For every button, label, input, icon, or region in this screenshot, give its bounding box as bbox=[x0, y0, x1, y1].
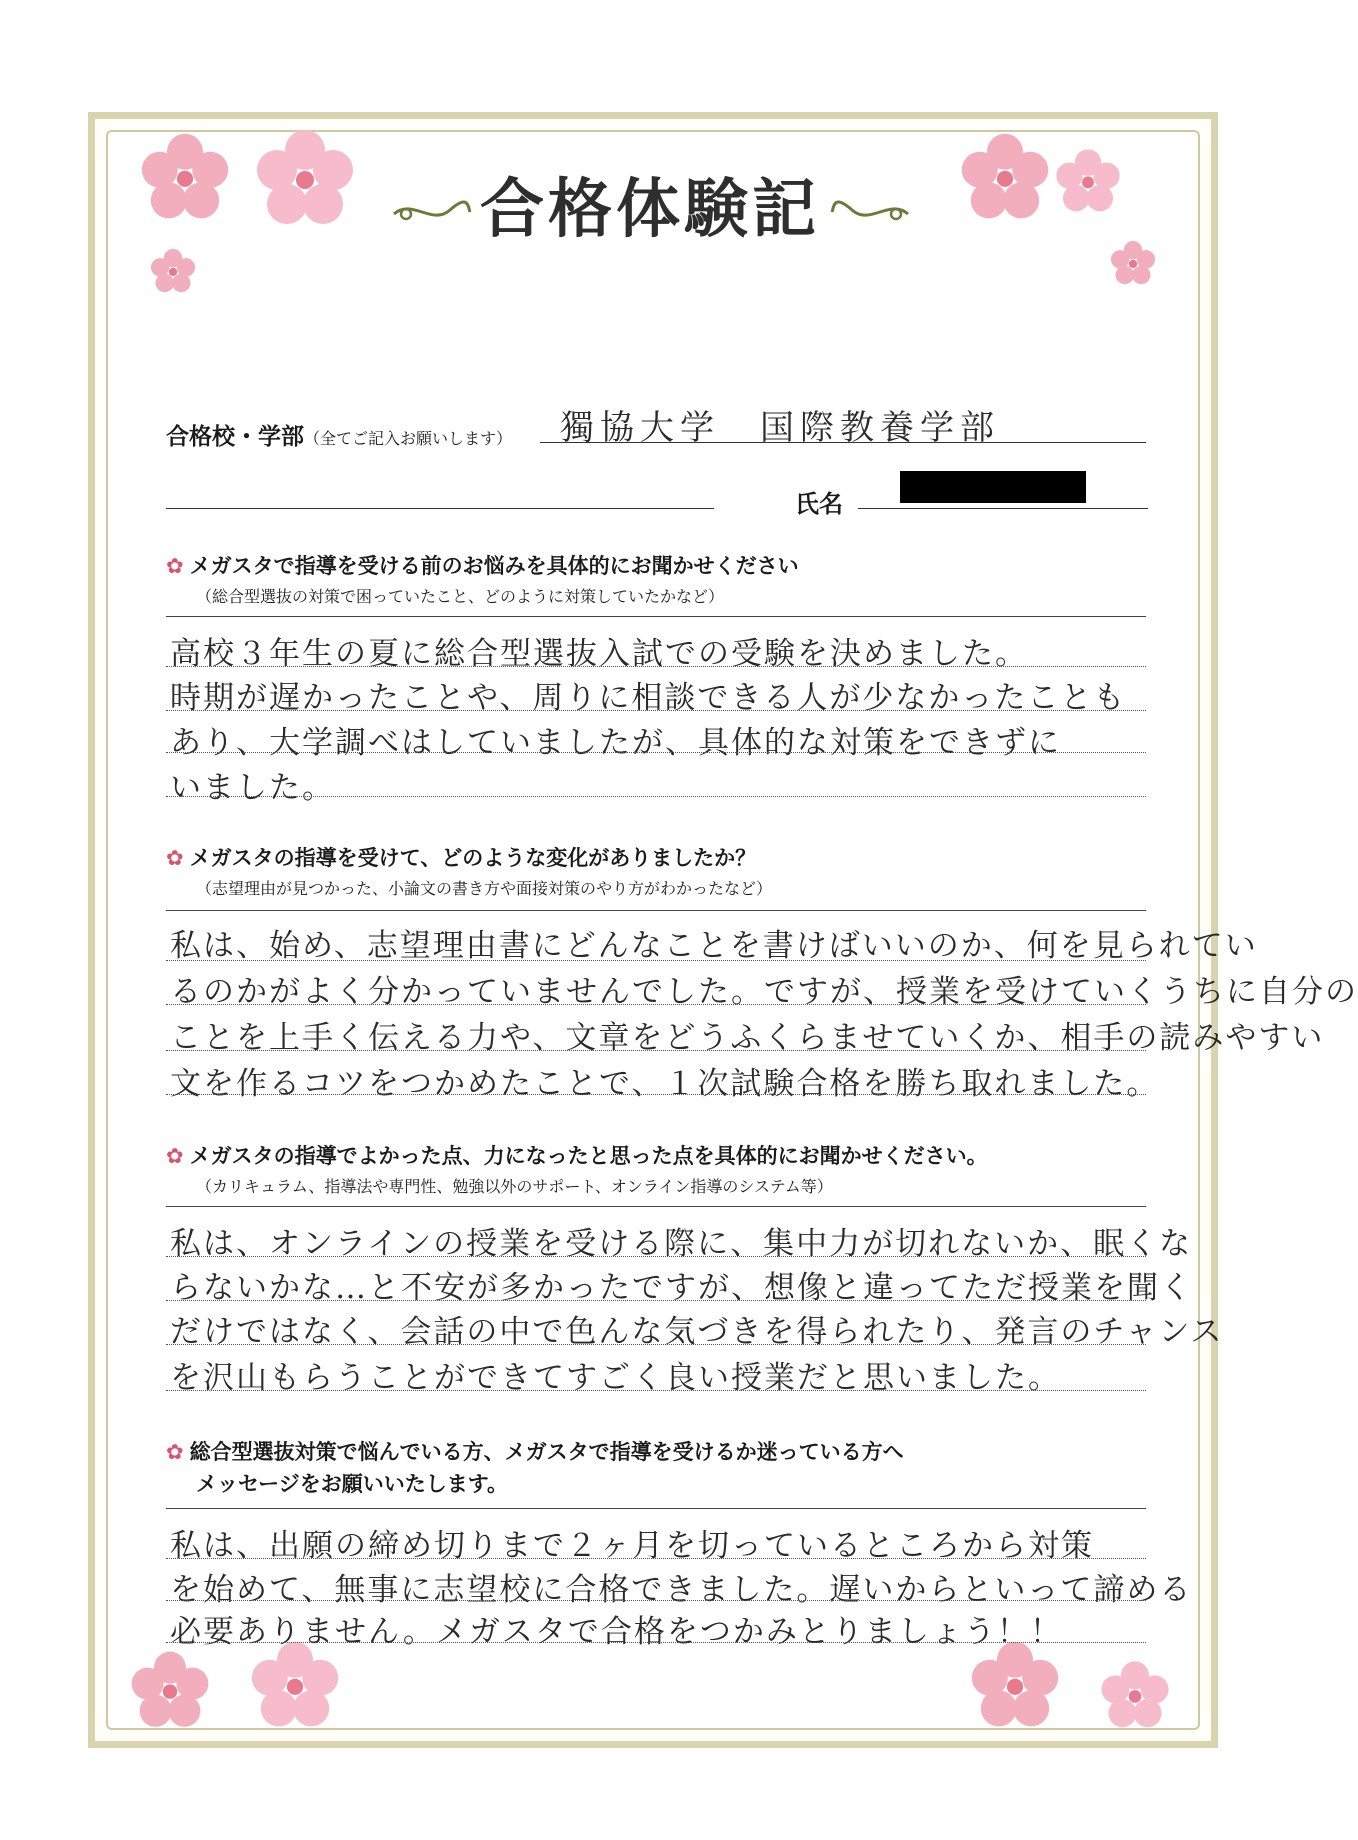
section-2-note: （志望理由が見つかった、小論文の書き方や面接対策のやり方がわかったなど） bbox=[196, 879, 773, 898]
answer-rule bbox=[166, 1390, 1146, 1391]
answer-rule bbox=[166, 1344, 1146, 1345]
answer-rule bbox=[166, 1642, 1146, 1643]
answer-rule bbox=[166, 1600, 1146, 1601]
blossom-bullet-icon: ✿ bbox=[166, 846, 184, 870]
answer-line[interactable]: らないかな…と不安が多かったですが、想像と違ってただ授業を聞く bbox=[170, 1270, 1193, 1306]
answer-rule bbox=[166, 1004, 1146, 1005]
answer-line[interactable]: 文を作るコツをつかめたことで、１次試験合格を勝ち取れました。 bbox=[170, 1066, 1160, 1102]
school-label-row bbox=[166, 418, 512, 451]
blossom-bullet-icon: ✿ bbox=[166, 1144, 184, 1168]
school-label: 合格校・学部 bbox=[166, 424, 304, 450]
answer-rule bbox=[166, 1508, 1146, 1509]
section-3-note: （カリキュラム、指導法や専門性、勉強以外のサポート、オンライン指導のシステム等） bbox=[196, 1177, 833, 1196]
answer-line[interactable]: るのかがよく分かっていませんでした。ですが、授業を受けていくうちに自分の bbox=[170, 974, 1358, 1010]
section-1-title: ✿ メガスタで指導を受ける前のお悩みを具体的にお聞かせください bbox=[166, 554, 799, 578]
answer-rule bbox=[166, 796, 1146, 797]
section-3-title: ✿ メガスタの指導でよかった点、力になったと思った点を具体的にお聞かせください。 bbox=[166, 1144, 988, 1168]
answer-rule bbox=[166, 910, 1146, 911]
school-note: （全てご記入お願いします） bbox=[304, 429, 513, 448]
answer-line[interactable]: を始めて、無事に志望校に合格できました。遅いからといって諦める bbox=[170, 1572, 1193, 1608]
section-4-title-line-2: メッセージをお願いいたします。 bbox=[196, 1472, 509, 1496]
answer-line[interactable]: 私は、始め、志望理由書にどんなことを書けばいいのか、何を見られてい bbox=[170, 928, 1258, 964]
cherry-blossom-icon bbox=[150, 248, 196, 294]
answer-line[interactable]: を沢山もらうことができてすごく良い授業だと思いました。 bbox=[170, 1360, 1061, 1396]
school-value[interactable]: 獨協大学 国際教養学部 bbox=[560, 408, 1000, 448]
section-4-title: ✿ 総合型選抜対策で悩んでいる方、メガスタで指導を受けるか迷っている方へ bbox=[166, 1440, 904, 1464]
answer-rule bbox=[166, 1050, 1146, 1051]
blank-underline bbox=[166, 508, 714, 509]
answer-rule bbox=[166, 1206, 1146, 1207]
cherry-blossom-icon bbox=[250, 1640, 340, 1730]
section-2-title: ✿ メガスタの指導を受けて、どのような変化がありましたか？ bbox=[166, 846, 757, 870]
answer-rule bbox=[166, 752, 1146, 753]
page-title: 合格体験記 bbox=[480, 172, 820, 247]
answer-line[interactable]: 私は、出願の締め切りまで２ヶ月を切っているところから対策 bbox=[170, 1528, 1094, 1564]
answer-rule bbox=[166, 666, 1146, 667]
cherry-blossom-icon bbox=[130, 1650, 210, 1730]
answer-rule bbox=[166, 1256, 1146, 1257]
name-label: 氏名 bbox=[795, 490, 843, 518]
cherry-blossom-icon bbox=[970, 1640, 1060, 1730]
answer-line[interactable]: だけではなく、会話の中で色んな気づきを得られたり、発言のチャンス bbox=[170, 1314, 1224, 1350]
answer-rule bbox=[166, 616, 1146, 617]
answer-line[interactable]: ことを上手く伝える力や、文章をどうふくらませていくか、相手の読みやすい bbox=[170, 1020, 1325, 1056]
answer-rule bbox=[166, 1094, 1146, 1095]
name-redaction bbox=[900, 471, 1086, 503]
school-underline bbox=[540, 442, 1146, 443]
answer-rule bbox=[166, 1300, 1146, 1301]
answer-rule bbox=[166, 710, 1146, 711]
answer-rule bbox=[166, 960, 1146, 961]
answer-line[interactable]: あり、大学調べはしていましたが、具体的な対策をできずに bbox=[170, 725, 1061, 761]
cherry-blossom-icon bbox=[1100, 1660, 1170, 1730]
section-1-note: （総合型選抜の対策で困っていたこと、どのように対策していたかなど） bbox=[196, 587, 725, 606]
answer-line[interactable]: 高校３年生の夏に総合型選抜入試での受験を決めました。 bbox=[170, 636, 1028, 672]
answer-line[interactable]: 必要ありません。メガスタで合格をつかみとりましょう！！ bbox=[170, 1614, 1063, 1650]
blossom-bullet-icon: ✿ bbox=[166, 1440, 184, 1464]
name-underline bbox=[858, 508, 1148, 509]
answer-rule bbox=[166, 1558, 1146, 1559]
answer-line[interactable]: いました。 bbox=[170, 770, 335, 806]
answer-line[interactable]: 時期が遅かったことや、周りに相談できる人が少なかったことも bbox=[170, 680, 1127, 716]
answer-line[interactable]: 私は、オンラインの授業を受ける際に、集中力が切れないか、眠くな bbox=[170, 1226, 1193, 1262]
blossom-bullet-icon: ✿ bbox=[166, 554, 184, 578]
